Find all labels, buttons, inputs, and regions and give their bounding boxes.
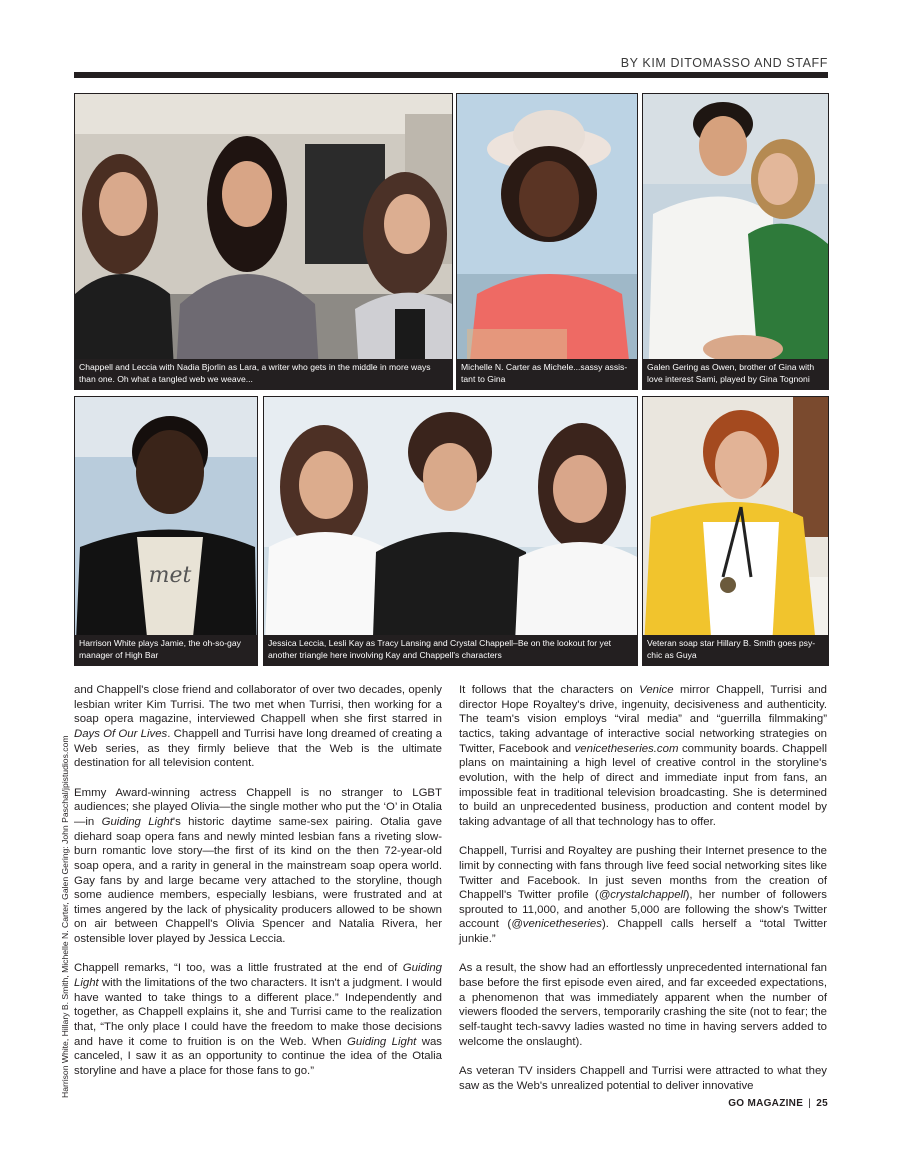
photo-caption: Jessica Leccia, Lesli Kay as Tracy Lansing and Crystal Chappell–Be on the lookout for yet another triangle here involving Kay and Chappell's characters xyxy=(264,635,637,665)
photo-michelle-carter xyxy=(456,93,638,390)
photo-hillary-smith xyxy=(642,396,829,666)
trio-photo-image xyxy=(264,397,637,665)
photo-caption: Chappell and Leccia with Nadia Bjorlin as Lara, a writer who gets in the middle in more ways than one. Oh what a tangled web we weave... xyxy=(75,359,452,389)
photo-chappell-leccia-bjorlin xyxy=(74,93,453,390)
right-paragraph-1: It follows that the characters on Venice mirror Chappell, Turrisi and director Hope Royaltey's drive, ingenuity, decisiveness and authenticity. The team's vision employs “viral media” and “guerrilla filmmaking” tactics, taking advantage of interactive social networking strategies on Twitter, Facebook and venicetheseries.com community boards. Chappell plans on maintaining a high level of creative control in the storyline's evolution, with the help of direct and immediate input from fans, an impossible feat in traditional television broadcasting. She is determined to build an unprecedented business, production and content model by taking advantage of all that technology has to offer. xyxy=(459,684,827,828)
left-column xyxy=(74,683,442,1093)
left-paragraph-1: and Chappell's close friend and collaborator of over two decades, openly lesbian writer Kim Turrisi. The two met when Turrisi, then working for a soap opera magazine, interviewed Chappell when she first starred in Days Of Our Lives. Chappell and Turrisi have long dreamed of creating a Web series, as they firmly believe that the Web is the ultimate destination for all television content. xyxy=(74,684,442,770)
right-paragraph-3: As a result, the show had an effortlessly unprecedented international fan base before the first episode even aired, and far exceeded expectations, a phenomenon that was immediately apparent when the number of viewers flooded the servers, temporarily crashing the site (not to fear; the self-taught tech-savvy ladies wasted no time in having servers added to welcome the onslaught). xyxy=(459,962,827,1048)
footer-separator: | xyxy=(808,1098,812,1109)
white-photo-image xyxy=(75,397,257,665)
photo-caption: Michelle N. Carter as Michele...sassy assis- tant to Gina xyxy=(457,359,637,389)
smith-photo-image xyxy=(643,397,828,665)
photo-galen-gering xyxy=(642,93,829,390)
left-paragraph-2: Emmy Award-winning actress Chappell is no stranger to LGBT audiences; she played Olivia—the single mother who put the ‘O’ in Otalia—in Guiding Light's historic daytime same-sex pairing. Otalia gave diehard soap opera fans and newly minted lesbian fans a riveting slow-burn romantic love story—the first of its kind on the then 72-year-old soap opera, and a rarity in general in the mainstream soap opera world. Gay fans by and large became very attached to the storyline, though some audience members, especially lesbians, were frustrated and at times angered by the lack of physicality producers allowed to be shown on air between Chappell's Olivia Spencer and Natalia Rivera, her ostensible lover played by Jessica Leccia. xyxy=(74,786,442,946)
photo-caption: Harrison White plays Jamie, the oh-so-gay manager of High Bar xyxy=(75,635,257,665)
gering-photo-image xyxy=(643,94,828,389)
photo-caption: Veteran soap star Hillary B. Smith goes psy- chic as Guya xyxy=(643,635,828,665)
group-photo-image xyxy=(75,94,452,389)
header-rule xyxy=(74,72,828,78)
svg-text:met: met xyxy=(148,563,192,588)
page-number: 25 xyxy=(816,1098,828,1109)
right-paragraph-4: As veteran TV insiders Chappell and Turrisi were attracted to what they saw as the Web's unrealized potential to deliver innovative xyxy=(459,1065,827,1092)
right-paragraph-2: Chappell, Turrisi and Royaltey are pushing their Internet presence to the limit by connecting with fans through live feed social networking sites like Twitter and Facebook. In just seven months from the creation of Chappell's Twitter profile (@crystalchappell), her number of followers sprouted to 11,000, and another 5,000 are following the show's Twitter account (@venicetheseries). Chappell calls herself a “total Twitter junkie.” xyxy=(459,845,827,946)
carter-photo-image xyxy=(457,94,637,389)
photo-caption: Galen Gering as Owen, brother of Gina with love interest Sami, played by Gina Tognoni xyxy=(643,359,828,389)
page-footer xyxy=(728,1098,828,1109)
magazine-name: GO MAGAZINE xyxy=(728,1098,804,1109)
left-paragraph-3: Chappell remarks, “I too, was a little frustrated at the end of Guiding Light with the limitations of the two characters. It isn't a judgment. I would have wanted to take things to a different place.” Independently and together, as Chappell explains it, she and Turrisi came to the realization that, “The only place I could have the freedom to make those decisions and have it come to fruition is on the Web. When Guiding Light was canceled, I saw it as an opportunity to continue the idea of the Otalia storyline and have a place for those fans to go.” xyxy=(74,962,442,1078)
photo-leccia-kay-chappell xyxy=(263,396,638,666)
photo-harrison-white xyxy=(74,396,258,666)
byline: BY KIM DITOMASSO AND STAFF xyxy=(620,56,828,70)
right-column xyxy=(459,683,827,1108)
photo-credits: Harrison White, Hillary B. Smith, Michelle N. Carter, Galen Gering: John Paschal/jpistudios.com xyxy=(60,735,70,1098)
